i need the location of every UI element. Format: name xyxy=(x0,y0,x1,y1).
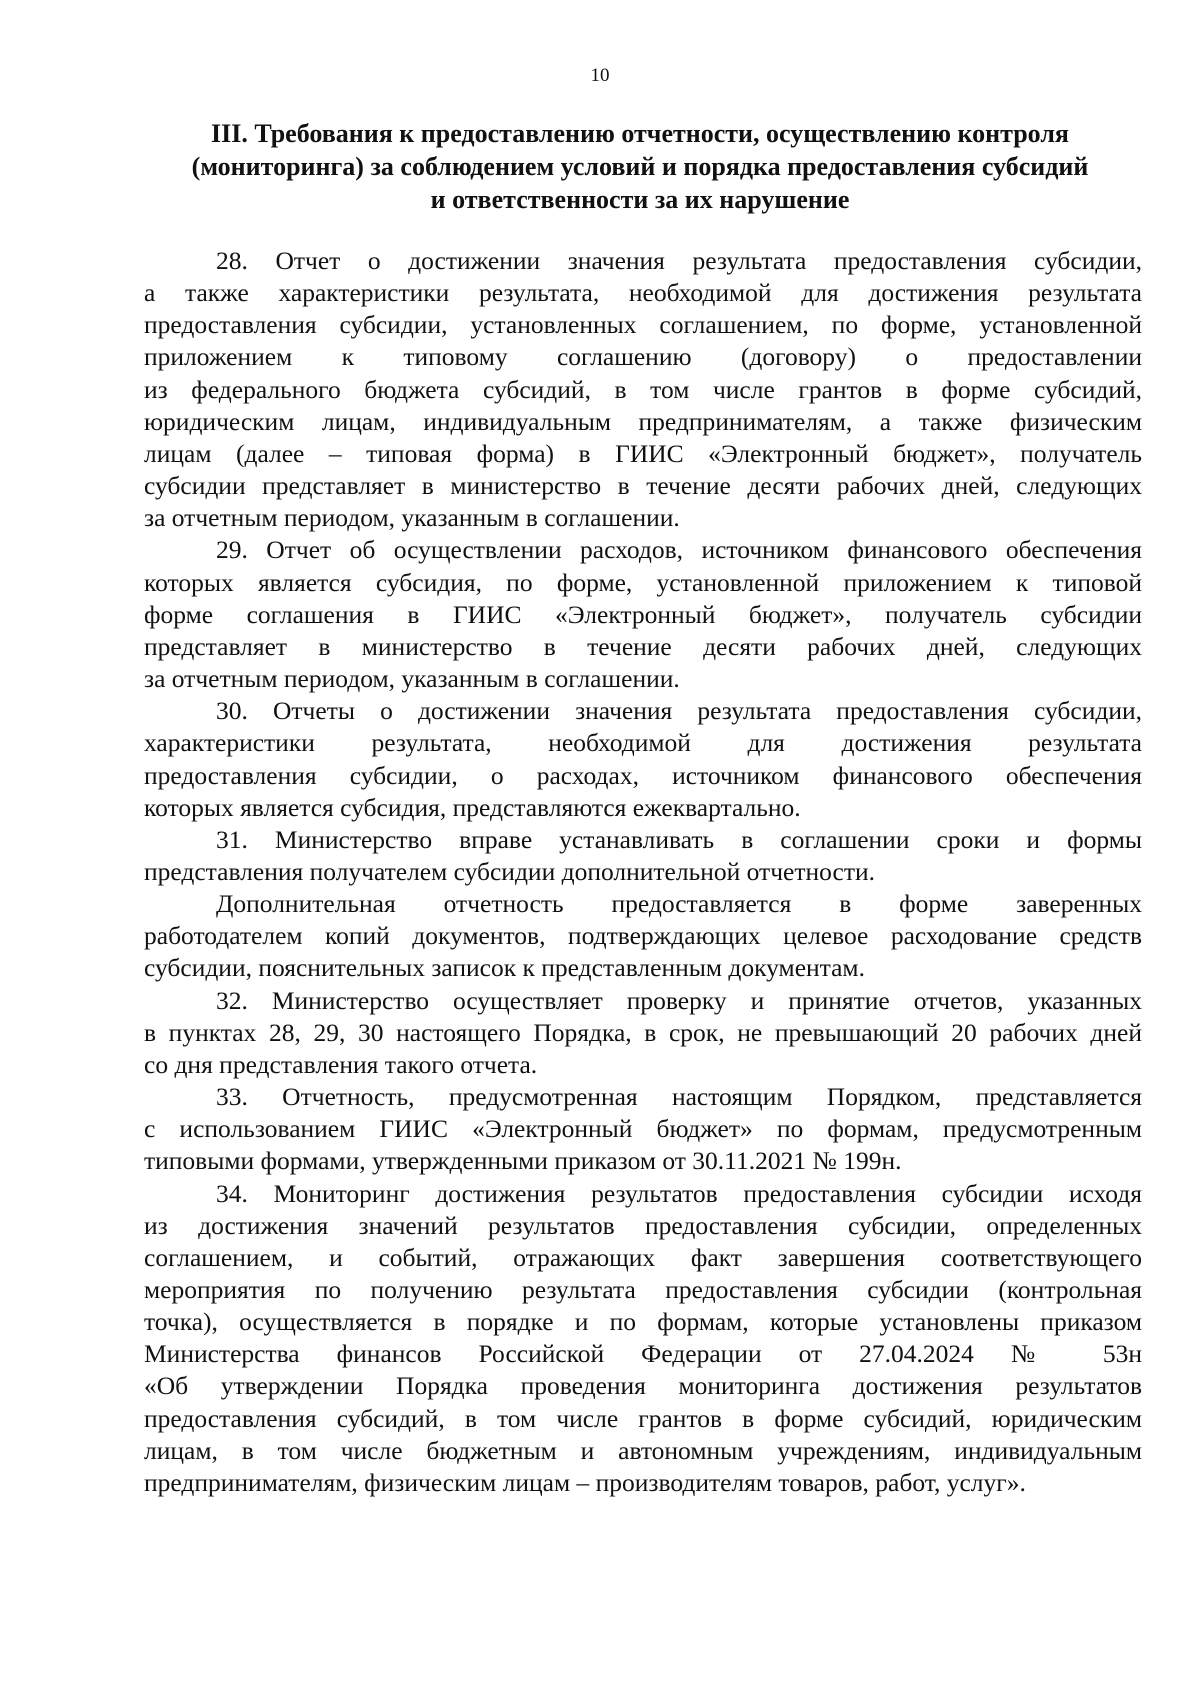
paragraph xyxy=(144,824,1142,888)
paragraph-line: со дня представления такого отчета. xyxy=(144,1049,538,1079)
paragraph-line: типовыми формами, утвержденными приказом от 30.11.2021 № 199н. xyxy=(144,1146,902,1176)
paragraph-line: субсидии, пояснительных записок к представленным документам. xyxy=(144,953,865,983)
paragraph-line: предоставления субсидий, в том числе грантов в форме субсидий, юридическим xyxy=(144,1403,1142,1433)
paragraph-line: а также характеристики результата, необходимой для достижения результата xyxy=(144,278,1142,308)
paragraph-line: Дополнительная отчетность предоставляется в форме заверенных xyxy=(216,889,1142,919)
paragraph xyxy=(144,1178,1142,1500)
paragraph-line: мероприятия по получению результата предоставления субсидии (контрольная xyxy=(144,1275,1142,1304)
paragraph-line: представляет в министерство в течение десяти рабочих дней, следующих xyxy=(144,631,1142,661)
paragraph-line: представления получателем субсидии дополнительной отчетности. xyxy=(144,856,875,886)
paragraph-line: форме соглашения в ГИИС «Электронный бюджет», получатель субсидии xyxy=(144,599,1142,629)
paragraph xyxy=(144,888,1142,984)
paragraph-line: предпринимателям, физическим лицам – производителям товаров, работ, услуг». xyxy=(144,1467,1026,1497)
paragraph-line: из достижения значений результатов предоставления субсидии, определенных xyxy=(144,1210,1142,1240)
page-number: 10 xyxy=(590,65,610,86)
paragraph xyxy=(144,245,1142,534)
paragraph-line: субсидии представляет в министерство в течение десяти рабочих дней, следующих xyxy=(144,471,1142,501)
paragraph-line: за отчетным периодом, указанным в соглашении. xyxy=(144,503,680,533)
paragraph-line: 31. Министерство вправе устанавливать в соглашении сроки и формы xyxy=(216,824,1142,854)
paragraph xyxy=(144,695,1142,824)
paragraph-line: за отчетным периодом, указанным в соглашении. xyxy=(144,664,680,694)
paragraph-line: 28. Отчет о достижении значения результата предоставления субсидии, xyxy=(216,246,1142,275)
paragraph-line: которых является субсидия, представляются ежеквартально. xyxy=(144,792,801,822)
document-body xyxy=(144,245,1142,1499)
paragraph-line: предоставления субсидии, о расходах, источником финансового обеспечения xyxy=(144,760,1142,790)
paragraph-line: лицам, в том числе бюджетным и автономным учреждениям, индивидуальным xyxy=(144,1435,1142,1465)
paragraph-line: «Об утверждении Порядка проведения мониторинга достижения результатов xyxy=(144,1371,1142,1401)
paragraph-line: соглашением, и событий, отражающих факт завершения соответствующего xyxy=(144,1242,1142,1272)
paragraph-line: 32. Министерство осуществляет проверку и принятие отчетов, указанных xyxy=(216,985,1142,1015)
paragraph-line: Министерства финансов Российской Федерации от 27.04.2024 № 53н xyxy=(144,1339,1142,1369)
paragraph-line: лицам (далее – типовая форма) в ГИИС «Электронный бюджет», получатель xyxy=(144,438,1142,468)
paragraph-line: 33. Отчетность, предусмотренная настоящим Порядком, представляется xyxy=(216,1082,1142,1112)
section-title xyxy=(150,117,1130,216)
paragraph xyxy=(144,534,1142,695)
paragraph-line: точка), осуществляется в порядке и по формам, которые установлены приказом xyxy=(144,1307,1142,1337)
paragraph-line: из федерального бюджета субсидий, в том числе грантов в форме субсидий, xyxy=(144,374,1142,404)
paragraph-line: приложением к типовому соглашению (договору) о предоставлении xyxy=(144,342,1142,372)
section-title-line: III. Требования к предоставлению отчетности, осуществлению контроля xyxy=(211,119,1069,148)
paragraph-line: 29. Отчет об осуществлении расходов, источником финансового обеспечения xyxy=(216,535,1142,565)
paragraph xyxy=(144,1081,1142,1177)
paragraph-line: с использованием ГИИС «Электронный бюджет» по формам, предусмотренным xyxy=(144,1114,1142,1144)
paragraph-line: работодателем копий документов, подтверждающих целевое расходование средств xyxy=(144,921,1142,951)
paragraph-line: характеристики результата, необходимой для достижения результата xyxy=(144,728,1142,758)
paragraph-line: 30. Отчеты о достижении значения результата предоставления субсидии, xyxy=(216,696,1142,726)
section-title-line: (мониторинга) за соблюдением условий и порядка предоставления субсидий xyxy=(191,152,1089,181)
paragraph-line: юридическим лицам, индивидуальным предпринимателям, а также физическим xyxy=(144,406,1142,436)
paragraph xyxy=(144,985,1142,1081)
section-title-line: и ответственности за их нарушение xyxy=(430,185,850,214)
paragraph-line: в пунктах 28, 29, 30 настоящего Порядка, в срок, не превышающий 20 рабочих дней xyxy=(144,1017,1142,1047)
paragraph-line: которых является субсидия, по форме, установленной приложением к типовой xyxy=(144,567,1142,597)
paragraph-line: предоставления субсидии, установленных соглашением, по форме, установленной xyxy=(144,310,1142,340)
paragraph-line: 34. Мониторинг достижения результатов предоставления субсидии исходя xyxy=(216,1178,1142,1208)
